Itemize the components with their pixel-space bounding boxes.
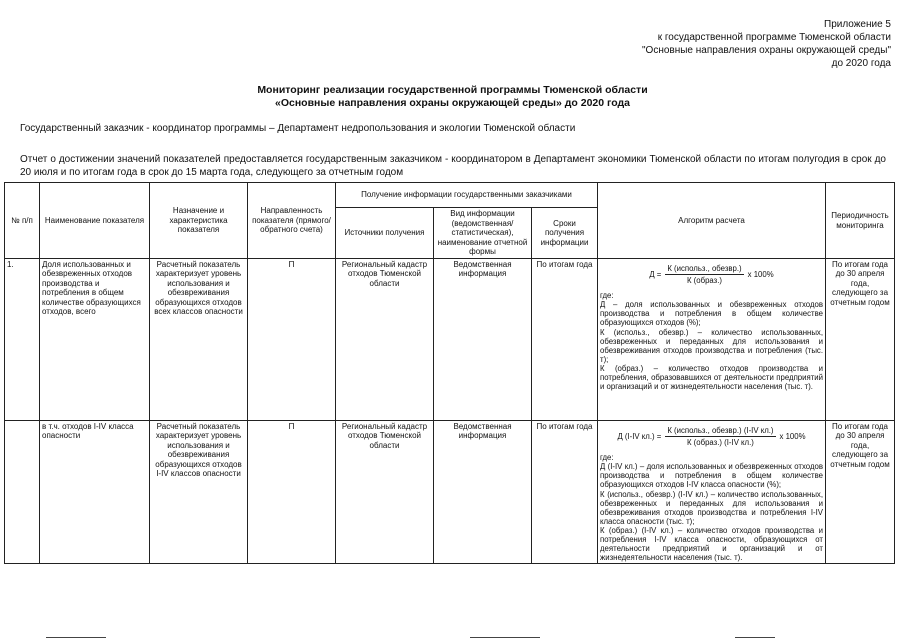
cell-num: 1. — [5, 259, 40, 421]
cell-terms: По итогам года — [532, 259, 598, 421]
header-direction: Направленность показателя (прямого/ обратного счета) — [248, 183, 336, 259]
table-row — [5, 259, 895, 421]
explanation-line: К (образ.) – количество отходов производства и потребления, образовавшихся от деятельности предприятий и организаций и от жизнедеятельности населения (тыс. т). — [600, 363, 823, 392]
cell-terms: По итогам года — [532, 421, 598, 564]
explanation-line: Д (I-IV кл.) – доля использованных и обезвреженных отходов производства и потребления в общем количестве образующихся отходов I-IV класса опасности (%); — [600, 462, 823, 490]
explanation-line: К (использ., обезвр.) (I-IV кл.) – количество использованных, обезвреженных и переданных для использования и обезвреживания отходов производства и потребления I-IV класса опасности (тыс. т); — [600, 489, 823, 526]
formula — [600, 426, 823, 447]
formula-lhs: Д (I-IV кл.) = — [617, 432, 662, 442]
explanation-line: где: — [600, 291, 614, 301]
cell-source: Региональный кадастр отходов Тюменской области — [336, 421, 434, 564]
formula-numerator: К (использ., обезвр.) (I-IV кл.) — [667, 426, 774, 435]
formula-denominator: К (образ.) (I-IV кл.) — [686, 438, 754, 448]
cell-frequency: По итогам года до 30 апреля года, следующего за отчетным годом — [826, 421, 895, 564]
cell-name: Доля использованных и обезвреженных отходов производства и потребления в общем количестве образующихся отходов, всего — [40, 259, 150, 421]
cell-num — [5, 421, 40, 564]
formula-fraction — [665, 264, 743, 285]
appendix-line: "Основные направления охраны окружающей среды" — [641, 45, 891, 56]
appendix-line: к государственной программе Тюменской области — [657, 32, 891, 43]
formula-denominator: К (образ.) — [686, 276, 722, 286]
formula — [600, 264, 823, 285]
cell-purpose: Расчетный показатель характеризует уровень использования и обезвреживания образующихся отходов всех классов опасности — [150, 259, 248, 421]
formula-multiplier: x 100% — [779, 432, 806, 442]
cell-source: Региональный кадастр отходов Тюменской области — [336, 259, 434, 421]
cell-info-type: Ведомственная информация — [434, 259, 532, 421]
explanation-line: где: — [600, 453, 614, 463]
appendix-block — [642, 18, 891, 70]
cell-frequency: По итогам года до 30 апреля года, следующего за отчетным годом — [826, 259, 895, 421]
formula-numerator: К (использ., обезвр.) — [667, 264, 742, 273]
header-purpose: Назначение и характеристика показателя — [150, 183, 248, 259]
scan-edge-line — [470, 637, 540, 638]
cell-direction: П — [248, 421, 336, 564]
document-title — [0, 84, 905, 110]
appendix-line: до 2020 года — [831, 58, 891, 69]
formula-lhs: Д = — [649, 270, 662, 280]
header-num: № п/п — [5, 183, 40, 259]
scan-edge-line — [735, 637, 775, 638]
header-info-group: Получение информации государственными заказчиками — [336, 183, 598, 208]
cell-info-type: Ведомственная информация — [434, 421, 532, 564]
cell-algorithm — [598, 421, 826, 564]
monitoring-table — [4, 182, 895, 564]
header-sources: Источники получения — [336, 208, 434, 259]
header-frequency: Периодичность мониторинга — [826, 183, 895, 259]
formula-multiplier: x 100% — [747, 270, 774, 280]
explanation-line: К (использ., обезвр.) – количество использованных, обезвреженных и переданных для использования и обезвреживания отходов производства и потребления (тыс. т); — [600, 327, 823, 364]
explanation-line: К (образ.) (I-IV кл.) – количество отходов производства и потребления I-IV класса опасности, образующихся от деятельности предприятий и организаций и от жизнедеятельности населения (тыс. т). — [600, 525, 823, 563]
explanation-line: Д – доля использованных и обезвреженных отходов производства и потребления в общем количестве образующихся отходов (%); — [600, 300, 823, 328]
cell-name: в т.ч. отходов I-IV класса опасности — [40, 421, 150, 564]
cell-algorithm — [598, 259, 826, 421]
title-line: «Основные направления охраны окружающей среды» до 2020 года — [274, 97, 631, 109]
formula-fraction — [665, 426, 775, 447]
header-info-type: Вид информации (ведомственная/статистическая), наименование отчетной формы — [434, 208, 532, 259]
reporting-rule-paragraph: Отчет о достижении значений показателей предоставляется государственным заказчиком - координатором в Департамент экономики Тюменской области по итогам полугодия в срок до 20 июля и по итогам года в срок до 15 марта года, следующего за отчетным годом — [20, 154, 886, 178]
cell-purpose: Расчетный показатель характеризует уровень использования и обезвреживания образующихся отходов I-IV классов опасности — [150, 421, 248, 564]
table-row — [5, 421, 895, 564]
header-algorithm: Алгоритм расчета — [598, 183, 826, 259]
cell-direction: П — [248, 259, 336, 421]
scan-edge-line — [46, 637, 106, 638]
title-line: Мониторинг реализации государственной программы Тюменской области — [257, 84, 648, 96]
header-name: Наименование показателя — [40, 183, 150, 259]
state-customer-line: Государственный заказчик - координатор программы – Департамент недропользования и экологии Тюменской области — [20, 123, 576, 134]
header-terms: Сроки получения информации — [532, 208, 598, 259]
appendix-line: Приложение 5 — [824, 19, 891, 30]
